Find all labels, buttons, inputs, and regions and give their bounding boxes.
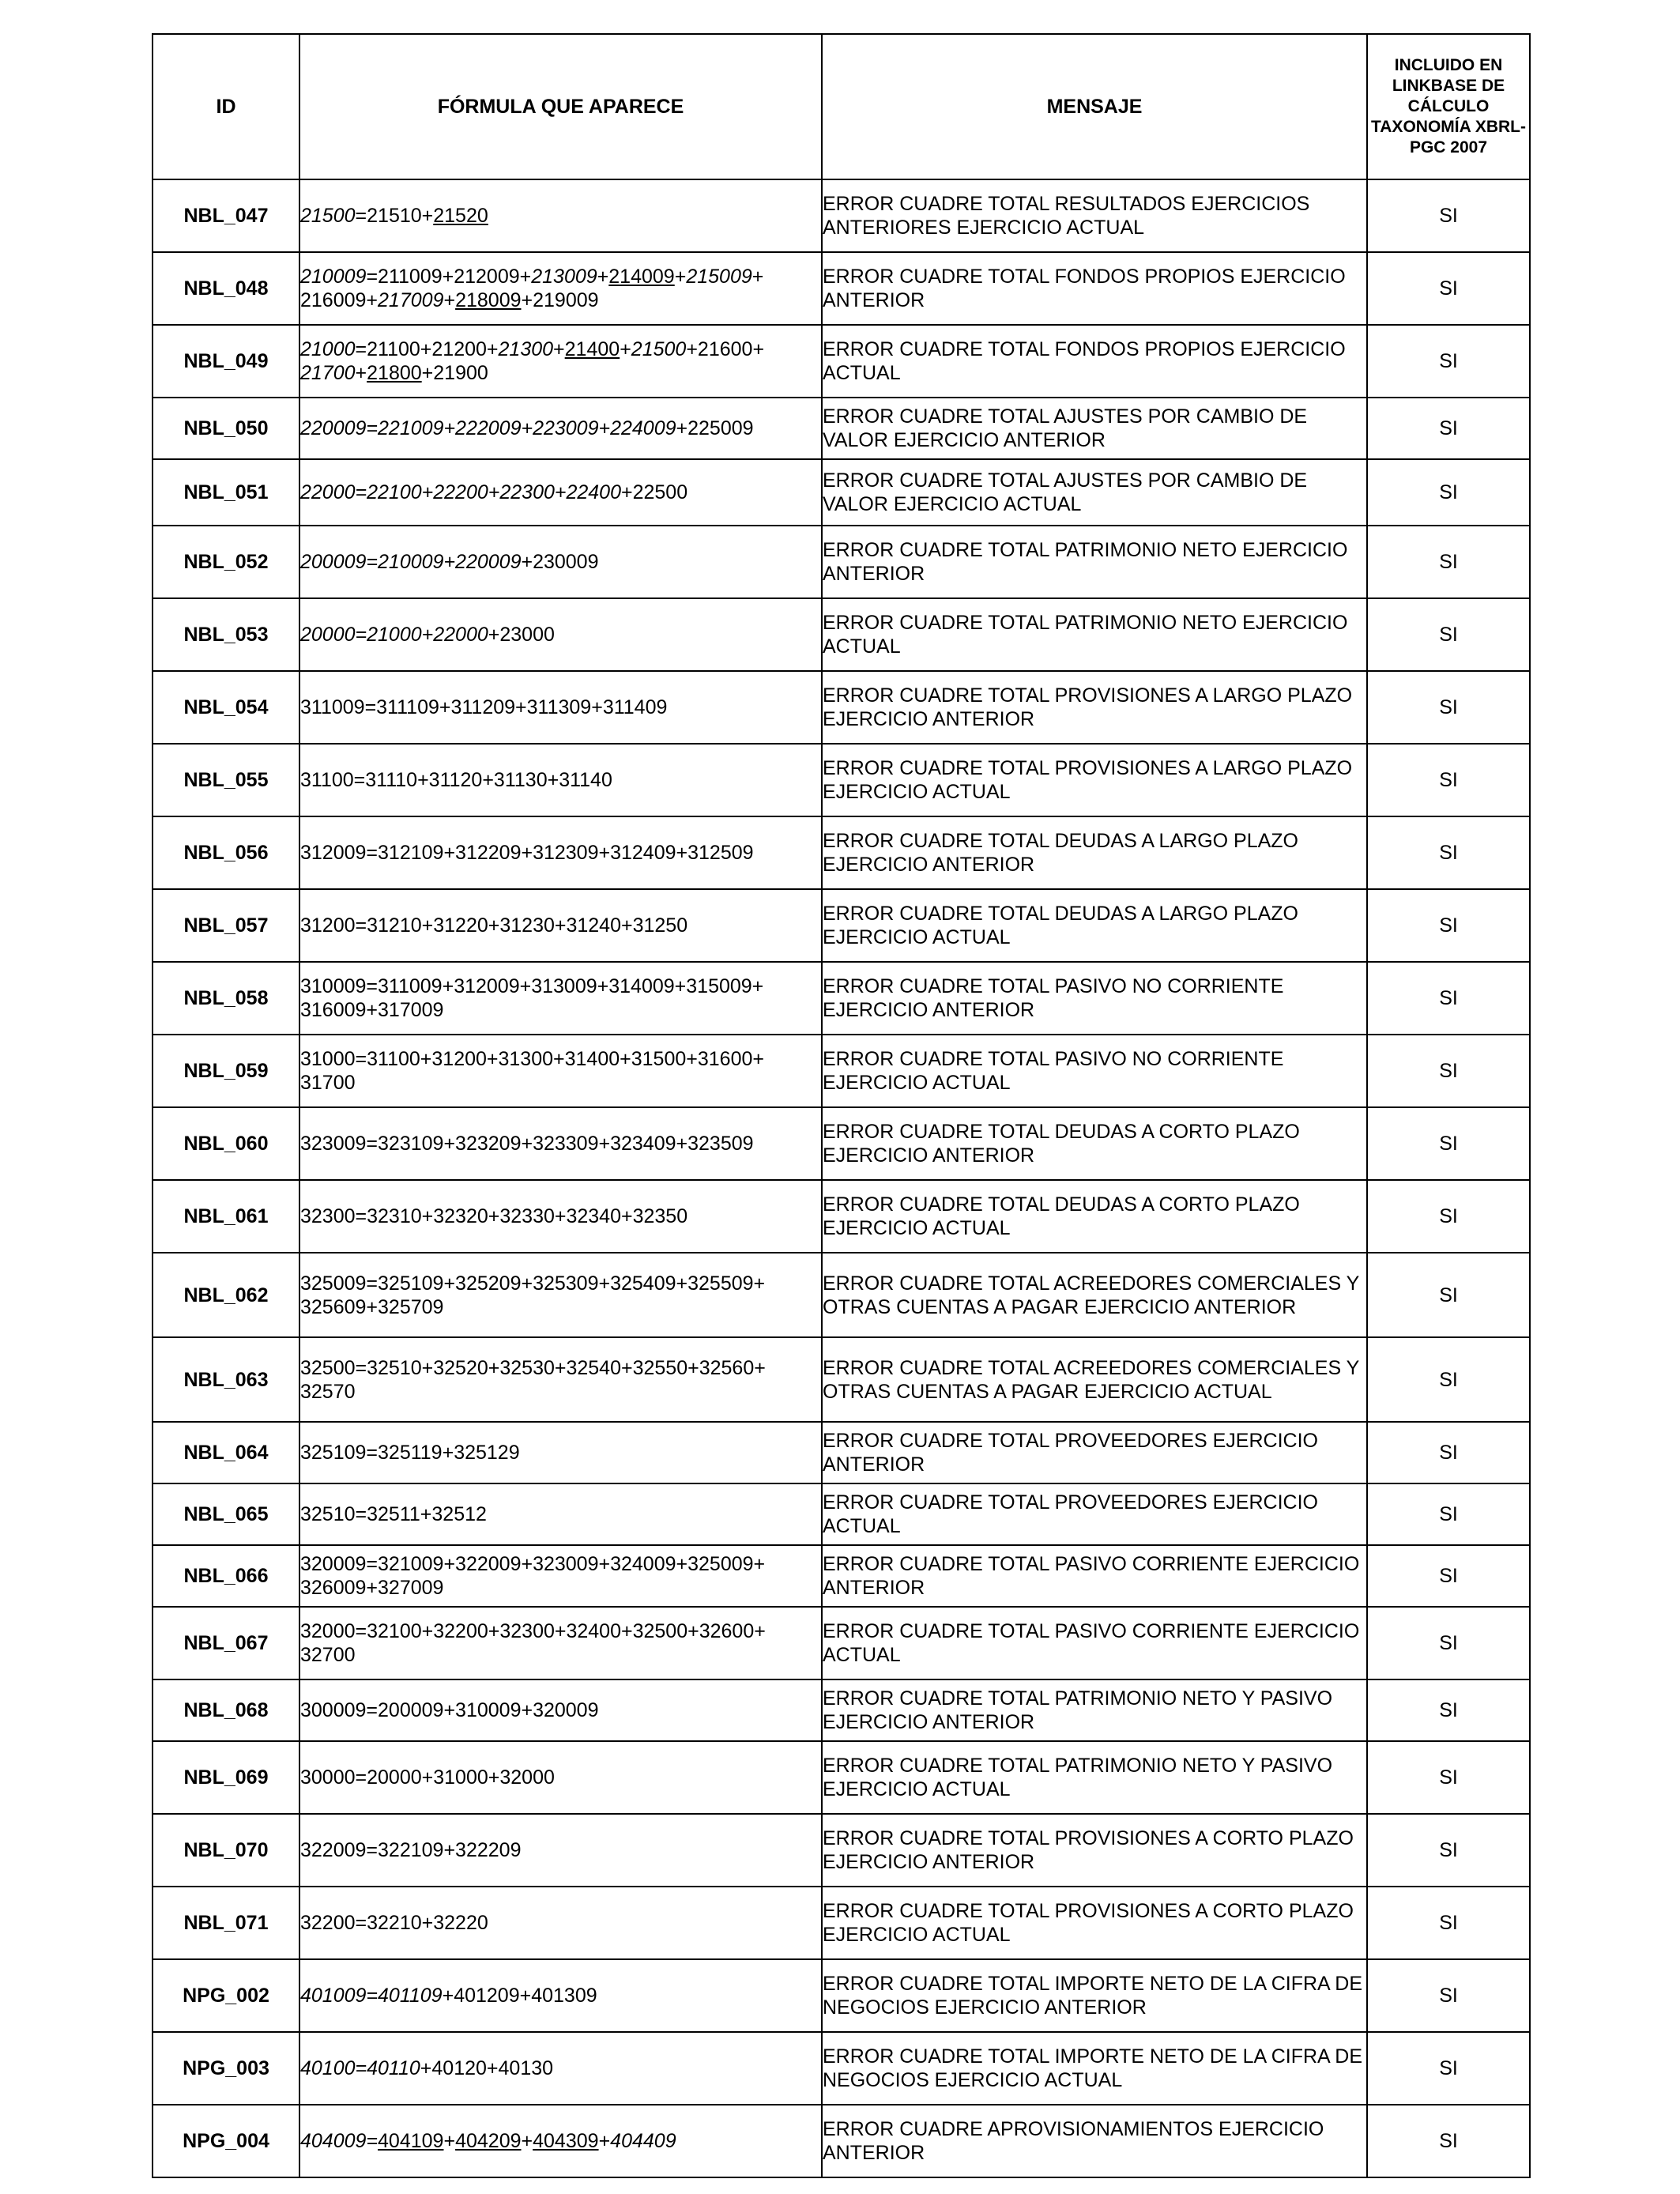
row-formula bbox=[299, 671, 822, 744]
row-message: ERROR CUADRE TOTAL PASIVO CORRIENTE EJERCICIO ACTUAL bbox=[822, 1607, 1367, 1679]
row-formula bbox=[299, 962, 822, 1035]
formula-term: =211009+212009+ bbox=[366, 266, 532, 288]
row-id: NBL_062 bbox=[153, 1253, 299, 1337]
table-row bbox=[153, 744, 1530, 816]
formula-term: 401009=401109 bbox=[300, 1985, 443, 2007]
row-formula bbox=[299, 1180, 822, 1253]
row-formula bbox=[299, 1607, 822, 1679]
row-included: SI bbox=[1367, 179, 1530, 252]
formula-term: 32000=32100+32200+32300+32400+32500+32600+ 32700 bbox=[300, 1620, 766, 1666]
header-id: ID bbox=[153, 34, 299, 179]
row-formula bbox=[299, 889, 822, 962]
table-row bbox=[153, 1337, 1530, 1422]
formula-term: 21400 bbox=[564, 338, 620, 360]
row-included: SI bbox=[1367, 744, 1530, 816]
formula-term: 21000 bbox=[300, 338, 356, 360]
row-formula bbox=[299, 1887, 822, 1959]
row-id: NBL_047 bbox=[153, 179, 299, 252]
row-included: SI bbox=[1367, 325, 1530, 398]
row-id: NBL_063 bbox=[153, 1337, 299, 1422]
formula-term: 214009 bbox=[608, 266, 675, 288]
formula-term: 220009=221009+222009+223009+224009 bbox=[300, 417, 676, 439]
formula-term: 311009=311109+311209+311309+311409 bbox=[300, 696, 668, 718]
formula-term: 40100=40110 bbox=[300, 2057, 420, 2079]
row-included: SI bbox=[1367, 526, 1530, 598]
formula-term: 200009=210009+220009 bbox=[300, 551, 522, 573]
formula-term: +225009 bbox=[676, 417, 754, 439]
row-formula bbox=[299, 526, 822, 598]
table-body bbox=[153, 179, 1530, 2177]
formula-term: 325109=325119+325129 bbox=[300, 1442, 520, 1464]
table-row bbox=[153, 1887, 1530, 1959]
row-message: ERROR CUADRE TOTAL PROVISIONES A CORTO PLAZO EJERCICIO ACTUAL bbox=[822, 1887, 1367, 1959]
row-message: ERROR CUADRE TOTAL PROVISIONES A LARGO PLAZO EJERCICIO ANTERIOR bbox=[822, 671, 1367, 744]
table-row bbox=[153, 325, 1530, 398]
row-id: NBL_066 bbox=[153, 1545, 299, 1607]
formula-term: 404409 bbox=[610, 2130, 676, 2152]
row-included: SI bbox=[1367, 1483, 1530, 1545]
row-message: ERROR CUADRE TOTAL DEUDAS A CORTO PLAZO EJERCICIO ACTUAL bbox=[822, 1180, 1367, 1253]
row-included: SI bbox=[1367, 1107, 1530, 1180]
formula-term: 404109 bbox=[378, 2130, 444, 2152]
row-formula bbox=[299, 179, 822, 252]
row-formula bbox=[299, 598, 822, 671]
formula-term: + bbox=[553, 338, 565, 360]
formula-term: 21500 bbox=[300, 205, 356, 227]
formula-term: + bbox=[620, 338, 631, 360]
row-formula bbox=[299, 1959, 822, 2032]
row-included: SI bbox=[1367, 1180, 1530, 1253]
row-formula bbox=[299, 2032, 822, 2105]
table-row bbox=[153, 252, 1530, 325]
row-message: ERROR CUADRE TOTAL PASIVO CORRIENTE EJERCICIO ANTERIOR bbox=[822, 1545, 1367, 1607]
formula-term: +23000 bbox=[488, 624, 555, 646]
row-formula bbox=[299, 459, 822, 526]
table-row bbox=[153, 1741, 1530, 1814]
formula-term: 30000=20000+31000+32000 bbox=[300, 1766, 555, 1789]
row-message: ERROR CUADRE TOTAL ACREEDORES COMERCIALES Y OTRAS CUENTAS A PAGAR EJERCICIO ANTERIOR bbox=[822, 1253, 1367, 1337]
formula-term: + bbox=[674, 266, 687, 288]
row-formula bbox=[299, 1483, 822, 1545]
formula-term: 31000=31100+31200+31300+31400+31500+31600+ 31700 bbox=[300, 1048, 764, 1094]
table-row bbox=[153, 179, 1530, 252]
row-included: SI bbox=[1367, 2105, 1530, 2177]
formula-term: 31200=31210+31220+31230+31240+31250 bbox=[300, 914, 688, 937]
table-row bbox=[153, 2032, 1530, 2105]
table-row bbox=[153, 598, 1530, 671]
row-id: NBL_050 bbox=[153, 398, 299, 459]
row-formula bbox=[299, 1545, 822, 1607]
row-formula bbox=[299, 398, 822, 459]
formula-term: 320009=321009+322009+323009+324009+325009+ 326009+327009 bbox=[300, 1553, 766, 1599]
formula-term: + bbox=[597, 266, 609, 288]
formula-term: 32510=32511+32512 bbox=[300, 1503, 487, 1525]
row-included: SI bbox=[1367, 1253, 1530, 1337]
row-included: SI bbox=[1367, 1814, 1530, 1887]
row-included: SI bbox=[1367, 889, 1530, 962]
row-id: NBL_071 bbox=[153, 1887, 299, 1959]
formula-term: 21520 bbox=[433, 205, 488, 227]
row-included: SI bbox=[1367, 1887, 1530, 1959]
row-message: ERROR CUADRE TOTAL PATRIMONIO NETO Y PASIVO EJERCICIO ACTUAL bbox=[822, 1741, 1367, 1814]
row-message: ERROR CUADRE TOTAL AJUSTES POR CAMBIO DE VALOR EJERCICIO ANTERIOR bbox=[822, 398, 1367, 459]
formula-term: 325009=325109+325209+325309+325409+325509+ 325609+325709 bbox=[300, 1272, 766, 1318]
row-included: SI bbox=[1367, 1741, 1530, 1814]
row-id: NBL_061 bbox=[153, 1180, 299, 1253]
row-message: ERROR CUADRE TOTAL PASIVO NO CORRIENTE EJERCICIO ACTUAL bbox=[822, 1035, 1367, 1107]
row-included: SI bbox=[1367, 252, 1530, 325]
formula-term: 323009=323109+323209+323309+323409+323509 bbox=[300, 1133, 754, 1155]
row-message: ERROR CUADRE TOTAL PROVISIONES A LARGO PLAZO EJERCICIO ACTUAL bbox=[822, 744, 1367, 816]
formula-term: 404009= bbox=[300, 2130, 379, 2152]
row-included: SI bbox=[1367, 398, 1530, 459]
header-included: INCLUIDO EN LINKBASE DE CÁLCULO TAXONOMÍA XBRL-PGC 2007 bbox=[1367, 34, 1530, 179]
row-formula bbox=[299, 1679, 822, 1741]
row-included: SI bbox=[1367, 1337, 1530, 1422]
row-id: NPG_003 bbox=[153, 2032, 299, 2105]
table-row bbox=[153, 459, 1530, 526]
formula-term: 310009=311009+312009+313009+314009+315009+ 316009+317009 bbox=[300, 975, 764, 1021]
row-id: NBL_055 bbox=[153, 744, 299, 816]
table-row bbox=[153, 816, 1530, 889]
row-included: SI bbox=[1367, 962, 1530, 1035]
row-id: NBL_070 bbox=[153, 1814, 299, 1887]
row-id: NBL_048 bbox=[153, 252, 299, 325]
row-message: ERROR CUADRE TOTAL PASIVO NO CORRIENTE EJERCICIO ANTERIOR bbox=[822, 962, 1367, 1035]
table-row bbox=[153, 1422, 1530, 1483]
row-message: ERROR CUADRE TOTAL IMPORTE NETO DE LA CIFRA DE NEGOCIOS EJERCICIO ANTERIOR bbox=[822, 1959, 1367, 2032]
row-message: ERROR CUADRE TOTAL ACREEDORES COMERCIALES Y OTRAS CUENTAS A PAGAR EJERCICIO ACTUAL bbox=[822, 1337, 1367, 1422]
row-message: ERROR CUADRE TOTAL IMPORTE NETO DE LA CIFRA DE NEGOCIOS EJERCICIO ACTUAL bbox=[822, 2032, 1367, 2105]
row-id: NBL_068 bbox=[153, 1679, 299, 1741]
row-included: SI bbox=[1367, 816, 1530, 889]
formula-term: 32300=32310+32320+32330+32340+32350 bbox=[300, 1205, 688, 1227]
row-id: NBL_064 bbox=[153, 1422, 299, 1483]
row-id: NBL_057 bbox=[153, 889, 299, 962]
formula-term: =21100+21200+ bbox=[355, 338, 499, 360]
table-header-row bbox=[153, 34, 1530, 179]
formula-term: 322009=322109+322209 bbox=[300, 1839, 522, 1861]
row-formula bbox=[299, 1422, 822, 1483]
row-message: ERROR CUADRE TOTAL PATRIMONIO NETO Y PASIVO EJERCICIO ANTERIOR bbox=[822, 1679, 1367, 1741]
formula-term: +40120+40130 bbox=[420, 2057, 554, 2079]
formula-term: 21800 bbox=[367, 362, 422, 384]
formula-term: 300009=200009+310009+320009 bbox=[300, 1699, 599, 1721]
row-formula bbox=[299, 1337, 822, 1422]
formula-term: 213009 bbox=[531, 266, 597, 288]
row-message: ERROR CUADRE TOTAL DEUDAS A LARGO PLAZO EJERCICIO ACTUAL bbox=[822, 889, 1367, 962]
row-id: NBL_065 bbox=[153, 1483, 299, 1545]
formula-term: 21300 bbox=[498, 338, 554, 360]
formula-term: 217009 bbox=[378, 289, 444, 311]
formula-term: +21600+ bbox=[686, 338, 765, 360]
row-message: ERROR CUADRE TOTAL FONDOS PROPIOS EJERCICIO ACTUAL bbox=[822, 325, 1367, 398]
row-included: SI bbox=[1367, 1679, 1530, 1741]
formula-term: 218009 bbox=[455, 289, 522, 311]
row-id: NPG_004 bbox=[153, 2105, 299, 2177]
table-row bbox=[153, 1607, 1530, 1679]
formula-term: 312009=312109+312209+312309+312409+312509 bbox=[300, 842, 754, 864]
row-id: NBL_060 bbox=[153, 1107, 299, 1180]
formula-term: 210009 bbox=[300, 266, 367, 288]
formula-term: +21900 bbox=[421, 362, 488, 384]
row-message: ERROR CUADRE TOTAL PROVISIONES A CORTO PLAZO EJERCICIO ANTERIOR bbox=[822, 1814, 1367, 1887]
table-row bbox=[153, 1545, 1530, 1607]
row-id: NBL_054 bbox=[153, 671, 299, 744]
formula-term: 21700 bbox=[300, 362, 356, 384]
row-included: SI bbox=[1367, 598, 1530, 671]
row-formula bbox=[299, 1035, 822, 1107]
row-message: ERROR CUADRE TOTAL RESULTADOS EJERCICIOS ANTERIORES EJERCICIO ACTUAL bbox=[822, 179, 1367, 252]
formula-term: 20000=21000+22000 bbox=[300, 624, 488, 646]
row-formula bbox=[299, 325, 822, 398]
formula-term: +230009 bbox=[521, 551, 599, 573]
row-formula bbox=[299, 1741, 822, 1814]
row-message: ERROR CUADRE TOTAL PROVEEDORES EJERCICIO ACTUAL bbox=[822, 1483, 1367, 1545]
row-included: SI bbox=[1367, 1959, 1530, 2032]
formula-term: +219009 bbox=[521, 289, 599, 311]
table-row bbox=[153, 1679, 1530, 1741]
row-included: SI bbox=[1367, 1607, 1530, 1679]
row-message: ERROR CUADRE TOTAL PROVEEDORES EJERCICIO ANTERIOR bbox=[822, 1422, 1367, 1483]
formula-term: 21500 bbox=[631, 338, 687, 360]
table-row bbox=[153, 2105, 1530, 2177]
table-row bbox=[153, 671, 1530, 744]
row-included: SI bbox=[1367, 459, 1530, 526]
table-row bbox=[153, 1483, 1530, 1545]
row-formula bbox=[299, 1253, 822, 1337]
formula-term: +401209+401309 bbox=[442, 1985, 597, 2007]
validation-rules-table bbox=[152, 33, 1531, 2178]
row-id: NBL_059 bbox=[153, 1035, 299, 1107]
formula-term: 404209 bbox=[455, 2130, 522, 2152]
table-row bbox=[153, 1814, 1530, 1887]
formula-term: + bbox=[443, 2130, 456, 2152]
row-message: ERROR CUADRE TOTAL PATRIMONIO NETO EJERCICIO ACTUAL bbox=[822, 598, 1367, 671]
row-message: ERROR CUADRE TOTAL PATRIMONIO NETO EJERCICIO ANTERIOR bbox=[822, 526, 1367, 598]
table-row bbox=[153, 1180, 1530, 1253]
formula-term: + 216009+ bbox=[300, 266, 764, 311]
formula-term: =21510+ bbox=[355, 205, 434, 227]
formula-term: 22000=22100+22200+22300+22400 bbox=[300, 481, 621, 503]
row-id: NBL_067 bbox=[153, 1607, 299, 1679]
row-formula bbox=[299, 2105, 822, 2177]
row-formula bbox=[299, 252, 822, 325]
row-included: SI bbox=[1367, 671, 1530, 744]
row-included: SI bbox=[1367, 1545, 1530, 1607]
formula-term: 32200=32210+32220 bbox=[300, 1912, 488, 1934]
formula-term: + bbox=[443, 289, 456, 311]
formula-term: +22500 bbox=[621, 481, 688, 503]
row-included: SI bbox=[1367, 1422, 1530, 1483]
row-formula bbox=[299, 1107, 822, 1180]
row-formula bbox=[299, 1814, 822, 1887]
row-id: NPG_002 bbox=[153, 1959, 299, 2032]
row-id: NBL_056 bbox=[153, 816, 299, 889]
row-formula bbox=[299, 816, 822, 889]
formula-term: 404309 bbox=[533, 2130, 599, 2152]
table-row bbox=[153, 1253, 1530, 1337]
row-message: ERROR CUADRE TOTAL DEUDAS A CORTO PLAZO EJERCICIO ANTERIOR bbox=[822, 1107, 1367, 1180]
table-row bbox=[153, 1959, 1530, 2032]
row-included: SI bbox=[1367, 2032, 1530, 2105]
row-formula bbox=[299, 744, 822, 816]
formula-term: 32500=32510+32520+32530+32540+32550+32560+ 32570 bbox=[300, 1356, 766, 1403]
row-id: NBL_052 bbox=[153, 526, 299, 598]
row-included: SI bbox=[1367, 1035, 1530, 1107]
formula-term: + bbox=[598, 2130, 611, 2152]
row-id: NBL_069 bbox=[153, 1741, 299, 1814]
formula-term: + bbox=[521, 2130, 533, 2152]
formula-term: 215009 bbox=[686, 266, 752, 288]
formula-term: + bbox=[355, 362, 367, 384]
table-row bbox=[153, 398, 1530, 459]
row-id: NBL_051 bbox=[153, 459, 299, 526]
header-message: MENSAJE bbox=[822, 34, 1367, 179]
header-formula: FÓRMULA QUE APARECE bbox=[299, 34, 822, 179]
row-message: ERROR CUADRE APROVISIONAMIENTOS EJERCICIO ANTERIOR bbox=[822, 2105, 1367, 2177]
row-message: ERROR CUADRE TOTAL FONDOS PROPIOS EJERCICIO ANTERIOR bbox=[822, 252, 1367, 325]
table-row bbox=[153, 889, 1530, 962]
table-row bbox=[153, 962, 1530, 1035]
table-row bbox=[153, 1035, 1530, 1107]
row-id: NBL_049 bbox=[153, 325, 299, 398]
row-message: ERROR CUADRE TOTAL DEUDAS A LARGO PLAZO EJERCICIO ANTERIOR bbox=[822, 816, 1367, 889]
table-row bbox=[153, 526, 1530, 598]
table-row bbox=[153, 1107, 1530, 1180]
row-message: ERROR CUADRE TOTAL AJUSTES POR CAMBIO DE VALOR EJERCICIO ACTUAL bbox=[822, 459, 1367, 526]
formula-term: 31100=31110+31120+31130+31140 bbox=[300, 769, 612, 791]
row-id: NBL_053 bbox=[153, 598, 299, 671]
row-id: NBL_058 bbox=[153, 962, 299, 1035]
